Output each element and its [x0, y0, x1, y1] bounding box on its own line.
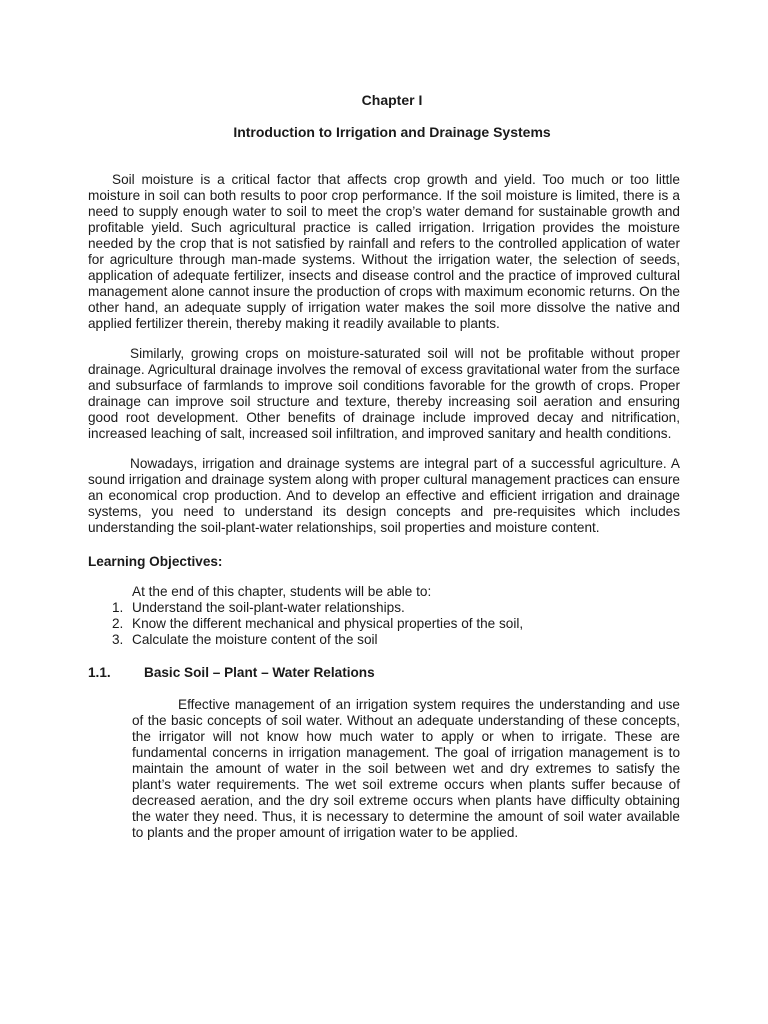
learning-objectives-intro: At the end of this chapter, students will be able to:	[132, 584, 432, 599]
section-number: 1.1.	[88, 665, 111, 680]
chapter-title: Introduction to Irrigation and Drainage Systems	[233, 124, 551, 140]
objective-number: 1.	[112, 600, 124, 615]
section-body-paragraph: Effective management of an irrigation system requires the understanding and use of the basic concepts of soil water. Without an adequate understanding of these concepts, the irrigator will not know how much water to apply or when to irrigate. These are fundamental concerns in irrigation management. The goal of irrigation management is to maintain the amount of water in the soil between wet and dry extremes to satisfy the plant’s water requirements. The wet soil extreme occurs when plants suffer because of decreased aeration, and the dry soil extreme occurs when plants have difficulty obtaining the water they need. Thus, it is necessary to determine the amount of soil water available to plants and the proper amount of irrigation water to be applied.	[132, 697, 680, 840]
objective-text: Understand the soil-plant-water relationships.	[132, 600, 405, 615]
objective-text: Calculate the moisture content of the soil	[132, 632, 378, 647]
learning-objectives-heading: Learning Objectives:	[88, 554, 223, 569]
paragraph-systems: Nowadays, irrigation and drainage systems are integral part of a successful agriculture. A sound irrigation and drainage system along with proper cultural management practices can ensure an economical crop production. And to develop an effective and efficient irrigation and drainage systems, you need to understand its design concepts and pre-requisites which includes understanding the soil-plant-water relationships, soil properties and moisture content.	[88, 456, 680, 535]
objective-item	[112, 600, 680, 616]
objective-number: 3.	[112, 632, 124, 647]
section-title: Basic Soil – Plant – Water Relations	[144, 665, 375, 680]
paragraph-drainage: Similarly, growing crops on moisture-saturated soil will not be profitable without proper drainage. Agricultural drainage involves the removal of excess gravitational water from the surface and subsurface of farmlands to improve soil conditions favorable for the growth of crops. Proper drainage can improve soil structure and texture, thereby increasing soil aeration and ensuring good root development. Other benefits of drainage include improved decay and nitrification, increased leaching of salt, increased soil infiltration, and improved sanitary and health conditions.	[88, 346, 680, 441]
chapter-label: Chapter I	[361, 92, 423, 108]
section-heading	[88, 665, 680, 681]
objective-item	[112, 632, 680, 648]
paragraph-intro: Soil moisture is a critical factor that affects crop growth and yield. Too much or too little moisture in soil can both results to poor crop performance. If the soil moisture is limited, there is a need to supply enough water to soil to meet the crop’s water demand for sustainable growth and profitable yield. Such agricultural practice is called irrigation. Irrigation provides the moisture needed by the crop that is not satisfied by rainfall and refers to the controlled application of water for agriculture through man-made systems. Without the irrigation water, the selection of seeds, application of adequate fertilizer, insects and disease control and the practice of improved cultural management alone cannot insure the production of crops with maximum economic returns. On the other hand, an adequate supply of irrigation water makes the soil more dissolve the native and applied fertilizer therein, thereby making it readily available to plants.	[88, 172, 680, 331]
objective-number: 2.	[112, 616, 124, 631]
learning-objectives-list	[88, 600, 680, 648]
objective-text: Know the different mechanical and physical properties of the soil,	[132, 616, 524, 631]
objective-item	[112, 616, 680, 632]
